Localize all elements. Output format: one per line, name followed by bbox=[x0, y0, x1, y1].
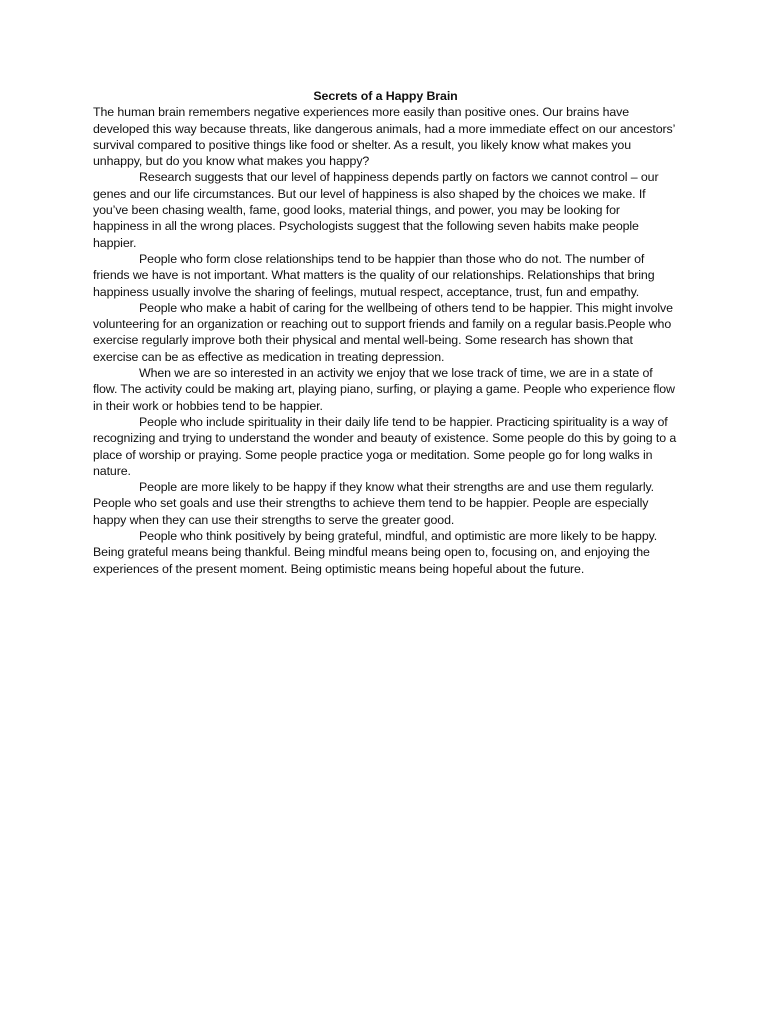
paragraph-relationships: People who form close relationships tend to be happier than those who do not. The number of friends we have is not important. What matters is the quality of our relationships. Relationships that bring happiness usually involve the sharing of feelings, mutual respect, acceptance, trust, fun and empathy. bbox=[93, 251, 655, 299]
paragraph-positive-thinking: People who think positively by being grateful, mindful, and optimistic are more likely to be happy. Being grateful means being thankful. Being mindful means being open to, focusing on, and enjoying the experiences of the present moment. Being optimistic means being hopeful about the future. bbox=[93, 529, 658, 576]
document-body bbox=[93, 88, 678, 577]
paragraph-intro: The human brain remembers negative experiences more easily than positive ones. Our brains have developed this way because threats, like dangerous animals, had a more immediate effect on our ancestors’ survival compared to positive things like food or shelter. As a result, you likely know what makes you unhappy, but do you know what makes you happy? bbox=[93, 105, 675, 169]
paragraph-flow: When we are so interested in an activity we enjoy that we lose track of time, we are in a state of flow. The activity could be making art, playing piano, surfing, or playing a game. People who experience flow in their work or hobbies tend to be happier. bbox=[93, 366, 675, 413]
paragraph-strengths: People are more likely to be happy if they know what their strengths are and use them regularly. People who set goals and use their strengths to achieve them tend to be happier. People are especially happy when they can use their strengths to serve the greater good. bbox=[93, 480, 654, 527]
paragraph-caring-exercise: People who make a habit of caring for the wellbeing of others tend to be happier. This might involve volunteering for an organization or reaching out to support friends and family on a regular basis.People who exercise regularly improve both their physical and mental well-being. Some research has shown that exercise can be as effective as medication in treating depression. bbox=[93, 300, 673, 364]
paragraph-research: Research suggests that our level of happiness depends partly on factors we cannot control – our genes and our life circumstances. But our level of happiness is also shaped by the choices we make. If you’ve been chasing wealth, fame, good looks, material things, and power, you may be looking for happiness in all the wrong places. Psychologists suggest that the following seven habits make people happier. bbox=[93, 170, 659, 250]
document-title: Secrets of a Happy Brain bbox=[313, 89, 458, 103]
paragraph-spirituality: People who include spirituality in their daily life tend to be happier. Practicing spirituality is a way of recognizing and trying to understand the wonder and beauty of existence. Some people do this by going to a place of worship or praying. Some people practice yoga or meditation. Some people go for long walks in nature. bbox=[93, 414, 677, 478]
